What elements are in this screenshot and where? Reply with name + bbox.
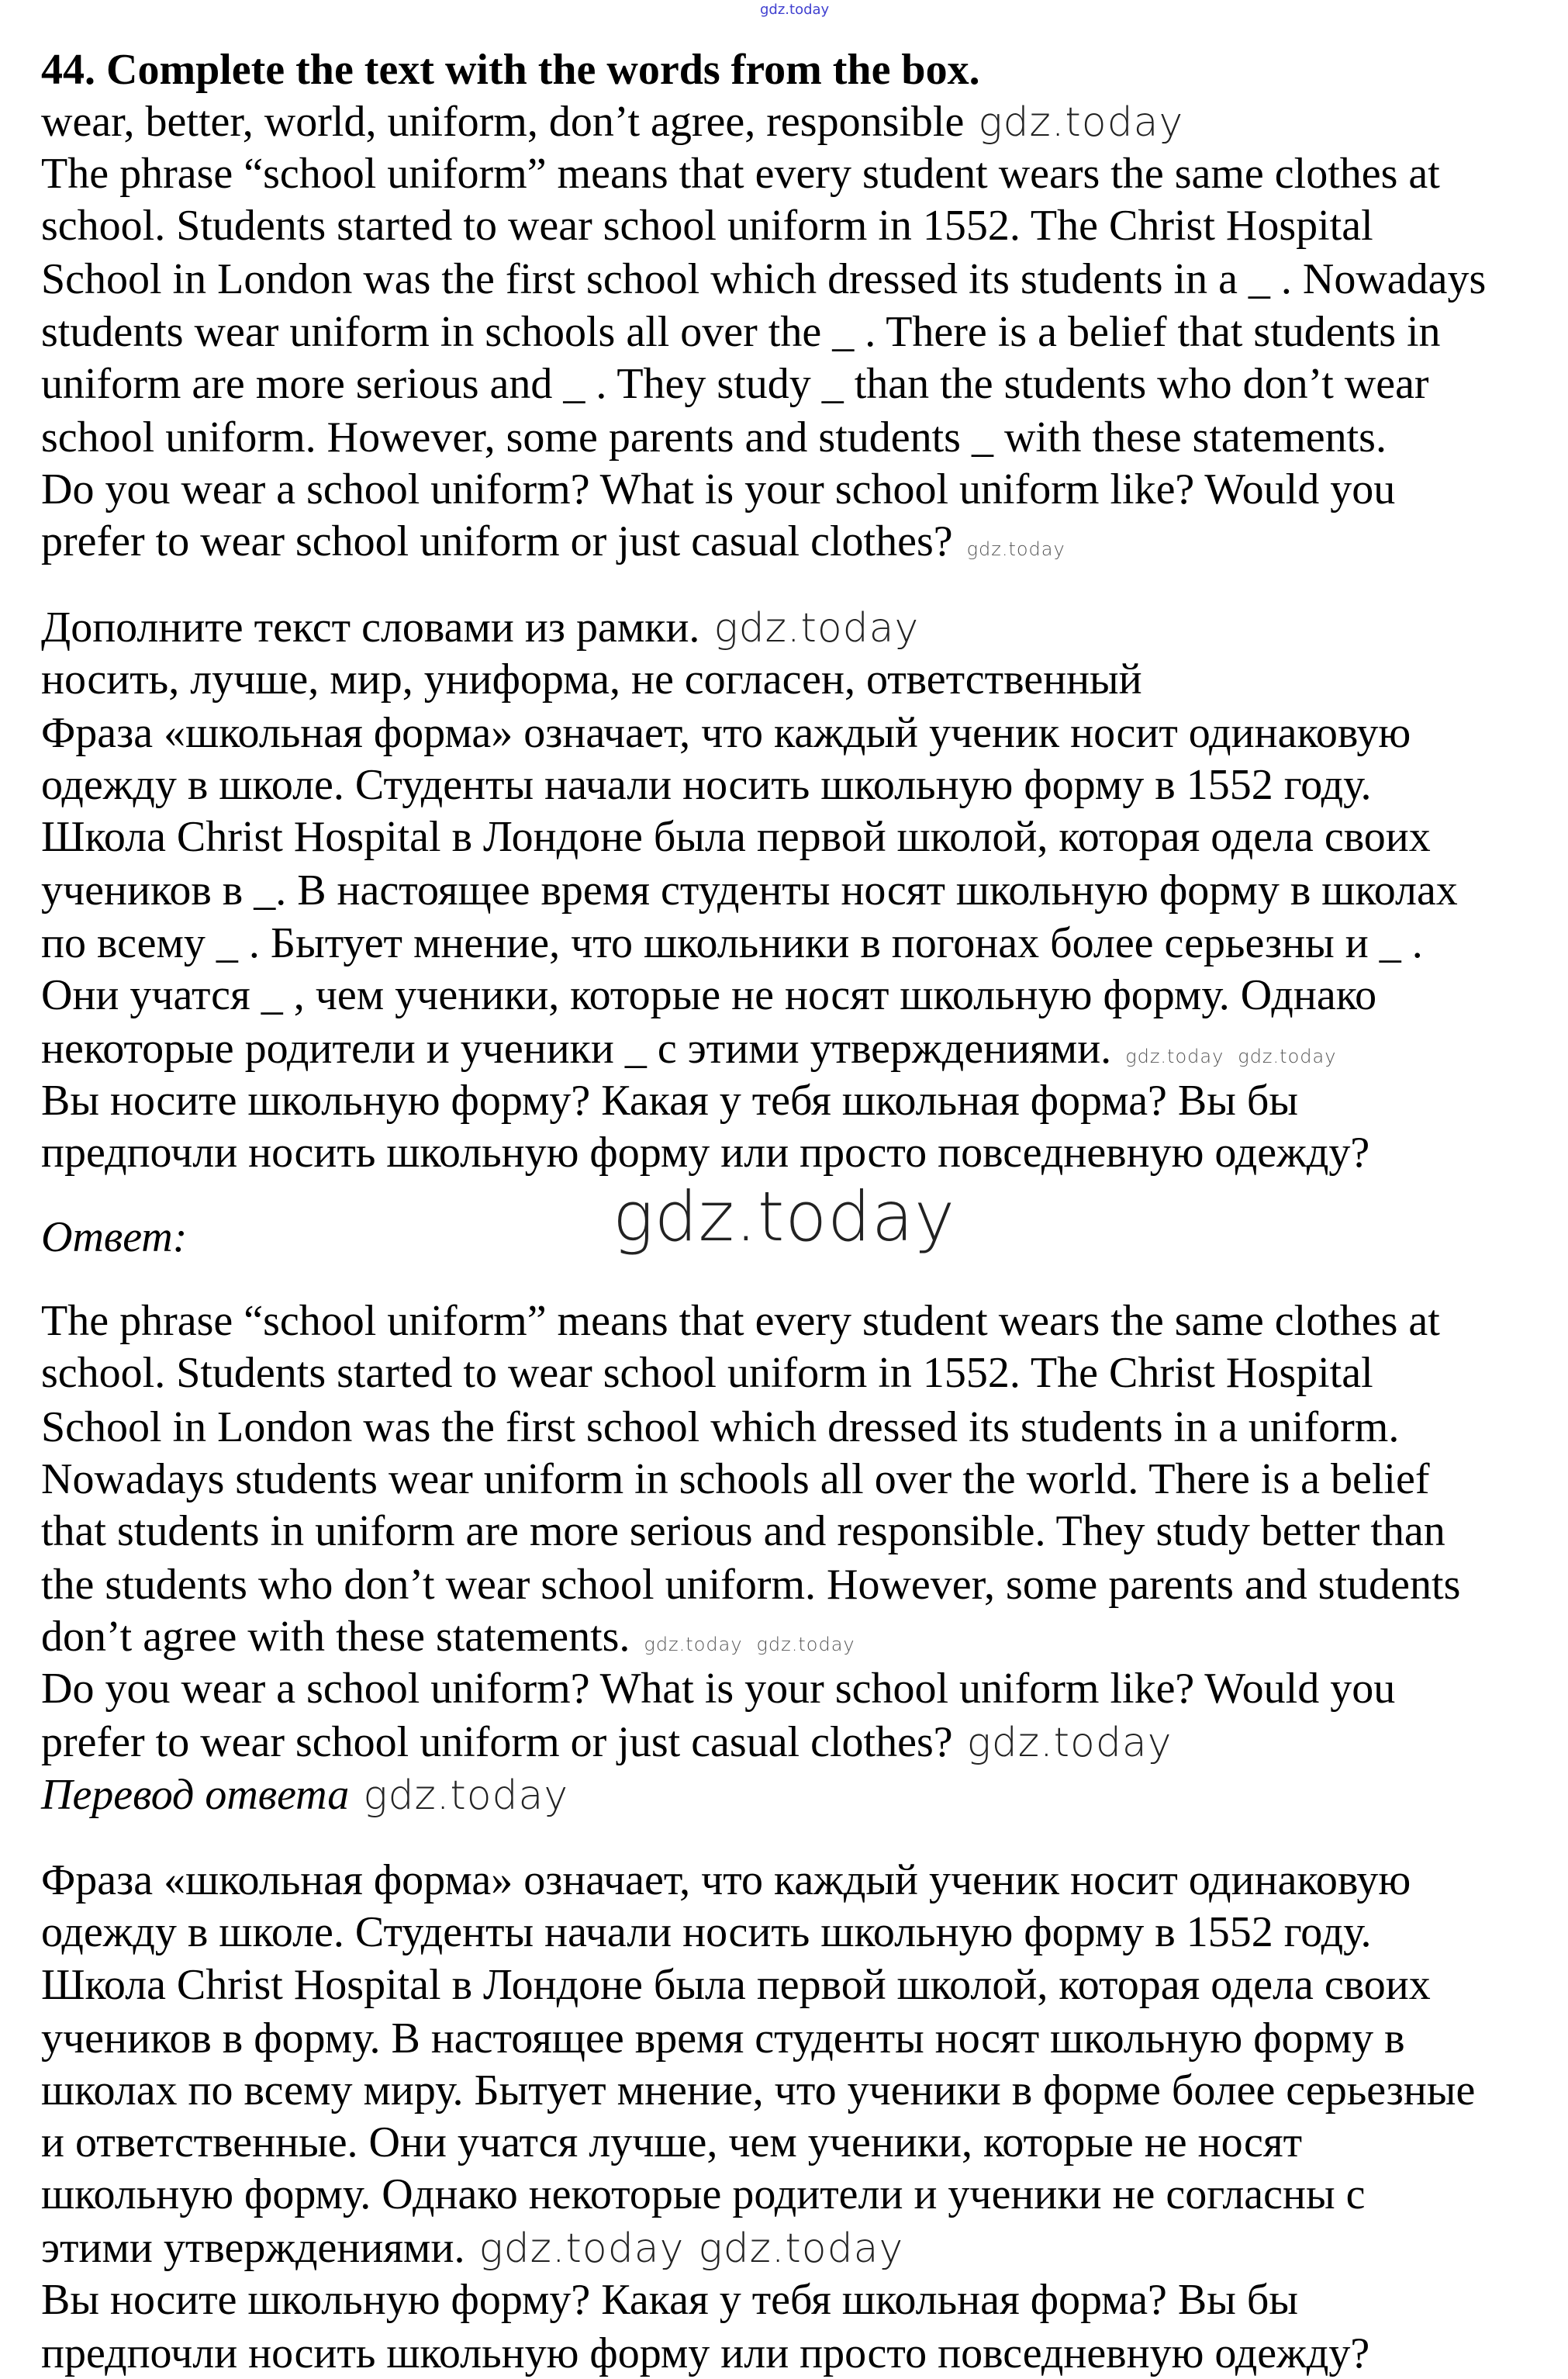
translation-text-line-text: учеников в _. В настоящее время студенты носят школьную форму в школах — [41, 866, 1458, 915]
translation-title — [41, 602, 919, 653]
task-text-line-text: Do you wear a school uniform? What is your school uniform like? Would you — [41, 465, 1396, 513]
task-text-line-text: uniform are more serious and _ . They study _ than the students who don’t wear — [41, 360, 1429, 408]
translation-title-text: Дополните текст словами из рамки. — [41, 603, 700, 652]
translation-word-box — [41, 654, 1142, 705]
translation-text-line-text: предпочли носить школьную форму или просто повседневную одежду? — [41, 1129, 1370, 1177]
answer-text-line-text: school. Students started to wear school uniform in 1552. The Christ Hospital — [41, 1349, 1373, 1397]
answer-translation-line — [41, 1959, 1431, 2011]
task-text-line-text: students wear uniform in schools all over the _ . There is a belief that students in — [41, 308, 1441, 356]
answer-translation-line — [41, 2274, 1298, 2325]
answer-text-line-text: Nowadays students wear uniform in schools all over the world. There is a belief — [41, 1455, 1430, 1503]
translation-text-line — [41, 1075, 1298, 1126]
answer-translation-line-text: школах по всему миру. Бытует мнение, что ученики в форме более серьезные — [41, 2066, 1476, 2114]
watermark: gdz.today — [698, 2225, 904, 2272]
answer-text-line-text: prefer to wear school uniform or just casual clothes? — [41, 1718, 953, 1766]
task-text-line — [41, 148, 1440, 199]
task-text-line — [41, 516, 1065, 567]
answer-translation-line-text: этими утверждениями. — [41, 2224, 465, 2272]
task-title — [41, 44, 980, 95]
answer-translation-line — [41, 1907, 1372, 1958]
translation-text-line — [41, 865, 1458, 916]
answer-translation-line — [41, 2065, 1475, 2116]
watermark: gdz.today — [713, 605, 920, 652]
answer-text-line-text: that students in uniform are more serious and responsible. They study better than — [41, 1507, 1445, 1555]
answer-text-line — [41, 1611, 855, 1662]
task-text-line-text: school uniform. However, some parents and students _ with these statements. — [41, 413, 1387, 462]
translation-text-line-text: Фраза «школьная форма» означает, что каждый ученик носит одинаковую — [41, 709, 1411, 757]
task-text-line — [41, 200, 1373, 251]
answer-label-text: Ответ: — [41, 1213, 188, 1261]
answer-text-line — [41, 1663, 1395, 1714]
translation-text-line-text: некоторые родители и ученики _ с этими утверждениями. — [41, 1025, 1112, 1073]
translation-text-line-text: Вы носите школьную форму? Какая у тебя школьная форма? Вы бы — [41, 1077, 1298, 1125]
answer-translation-line-text: Вы носите школьную форму? Какая у тебя школьная форма? Вы бы — [41, 2276, 1298, 2324]
answer-translation-line — [41, 2117, 1302, 2168]
answer-translation-line — [41, 2013, 1405, 2064]
translation-text-line-text: по всему _ . Бытует мнение, что школьники в погонах более серьезны и _ . — [41, 919, 1423, 967]
translation-text-line — [41, 1127, 1369, 1178]
answer-translation-line-text: Школа Christ Hospital в Лондоне была первой школой, которая одела своих — [41, 1961, 1431, 2009]
translation-text-line — [41, 970, 1376, 1021]
task-text-line — [41, 306, 1441, 358]
answer-translation-line-text: школьную форму. Однако некоторые родители и ученики не согласны с — [41, 2170, 1366, 2218]
watermark: gdz.today — [966, 1720, 1173, 1766]
top-watermark: gdz.today — [760, 2, 830, 18]
answer-text-line — [41, 1295, 1440, 1347]
watermark: gdz.today — [966, 538, 1065, 560]
word-box-text: wear, better, world, uniform, don’t agree, responsible — [41, 98, 965, 146]
answer-translation-label-text: Перевод ответа — [41, 1771, 350, 1819]
watermark: gdz.today — [1238, 1046, 1337, 1067]
answer-translation-line-text: Фраза «школьная форма» означает, что каждый ученик носит одинаковую — [41, 1856, 1411, 1904]
answer-label — [41, 1212, 187, 1263]
answer-translation-line-text: предпочли носить школьную форму или просто повседневную одежду? — [41, 2329, 1370, 2377]
answer-translation-line — [41, 2169, 1365, 2220]
task-text-line — [41, 464, 1395, 515]
answer-translation-line — [41, 2222, 903, 2274]
answer-text-line — [41, 1347, 1373, 1399]
watermark: gdz.today — [1125, 1046, 1224, 1067]
answer-text-line — [41, 1559, 1460, 1610]
translation-text-line — [41, 707, 1411, 759]
watermark: gdz.today — [363, 1772, 569, 1819]
task-text-line-text: The phrase “school uniform” means that every student wears the same clothes at — [41, 150, 1440, 198]
answer-translation-line — [41, 2328, 1369, 2379]
translation-word-box-text: носить, лучше, мир, униформа, не согласен, ответственный — [41, 655, 1142, 704]
answer-translation-label — [41, 1769, 568, 1821]
task-text-line — [41, 412, 1387, 463]
translation-text-line-text: Они учатся _ , чем ученики, которые не носят школьную форму. Однако — [41, 971, 1377, 1019]
answer-translation-line-text: одежду в школе. Студенты начали носить школьную форму в 1552 году. — [41, 1908, 1372, 1956]
answer-translation-line-text: и ответственные. Они учатся лучше, чем ученики, которые не носят — [41, 2118, 1303, 2166]
watermark: gdz.today — [478, 2225, 685, 2272]
answer-text-line-text: the students who don’t wear school uniform. However, some parents and students — [41, 1561, 1461, 1609]
answer-text-line — [41, 1506, 1445, 1557]
task-text-line — [41, 254, 1486, 305]
answer-text-line-text: Do you wear a school uniform? What is your school uniform like? Would you — [41, 1665, 1396, 1713]
word-box — [41, 96, 1183, 147]
answer-text-line — [41, 1402, 1399, 1453]
translation-text-line — [41, 811, 1431, 863]
answer-translation-line-text: учеников в форму. В настоящее время студенты носят школьную форму в — [41, 2014, 1405, 2063]
watermark: gdz.today — [613, 1177, 956, 1257]
watermark: gdz.today — [644, 1634, 743, 1655]
translation-text-line — [41, 918, 1423, 969]
answer-text-line-text: don’t agree with these statements. — [41, 1613, 630, 1661]
task-text-line — [41, 358, 1429, 410]
translation-text-line — [41, 1023, 1336, 1074]
answer-text-line-text: School in London was the first school which dressed its students in a uniform. — [41, 1403, 1400, 1451]
task-title-text: 44. Complete the text with the words from the box. — [41, 46, 980, 94]
answer-text-line — [41, 1454, 1430, 1505]
answer-text-line — [41, 1717, 1172, 1768]
watermark: gdz.today — [978, 99, 1184, 146]
translation-text-line-text: одежду в школе. Студенты начали носить школьную форму в 1552 году. — [41, 761, 1372, 809]
translation-text-line — [41, 759, 1372, 811]
watermark: gdz.today — [756, 1634, 855, 1655]
task-text-line-text: School in London was the first school which dressed its students in a _ . Nowadays — [41, 255, 1487, 303]
answer-translation-line — [41, 1855, 1411, 1906]
task-text-line-text: prefer to wear school uniform or just casual clothes? — [41, 517, 953, 565]
task-text-line-text: school. Students started to wear school uniform in 1552. The Christ Hospital — [41, 202, 1373, 250]
answer-text-line-text: The phrase “school uniform” means that every student wears the same clothes at — [41, 1297, 1440, 1345]
translation-text-line-text: Школа Christ Hospital в Лондоне была первой школой, которая одела своих — [41, 813, 1431, 861]
